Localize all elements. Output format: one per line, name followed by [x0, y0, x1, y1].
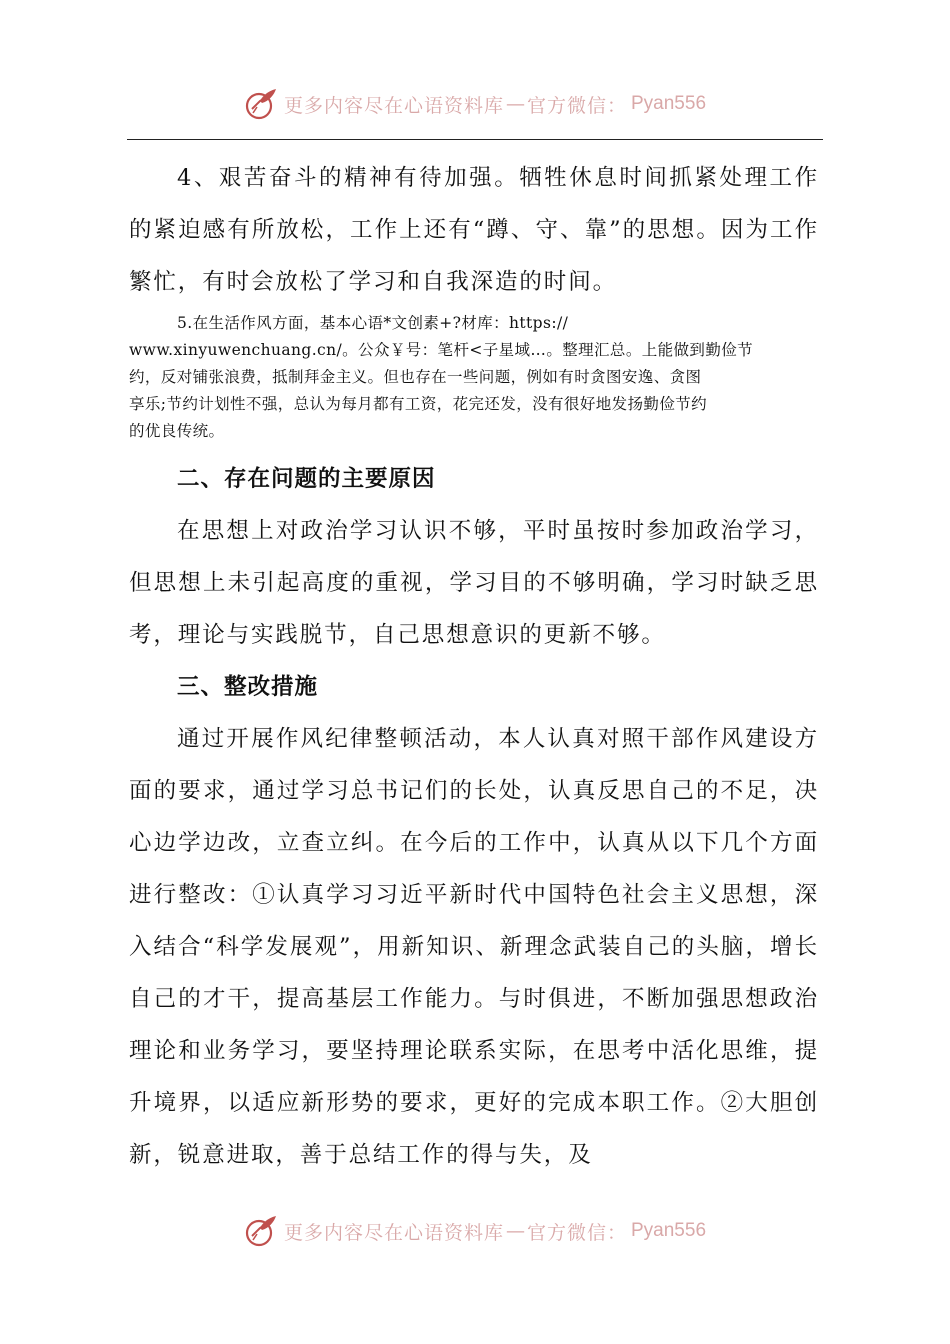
text-line: 享乐;节约计划性不强，总认为每月都有工资，花完还发，没有很好地发扬勤俭节约: [129, 395, 708, 413]
text-line: 的优良传统。: [129, 422, 225, 440]
header-rule: [127, 139, 823, 140]
quill-seal-logo-icon: [244, 1214, 278, 1248]
text-line: 但思想上未引起高度的重视，学习目的不够明确，学习时缺乏: [129, 570, 795, 596]
text-line: 头脑，增长自己的才干，提高基层工作能力。与时俱进，不断: [129, 934, 819, 1012]
text-line: 思考，理论与实践脱节，自己思想意识的更新不够。: [129, 570, 819, 648]
text-line: 加强思想政治理论和业务学习，要坚持理论联系实际，在思考: [129, 986, 819, 1064]
text-line: 想，深入结合“科学发展观”，用新知识、新理念武装自己的: [129, 882, 819, 960]
text-line: 4、艰苦奋斗的精神有待加强。牺牲休息时间抓紧处理工: [177, 165, 795, 191]
header-wechat-id: Pyan556: [631, 93, 707, 114]
text-line: 5.在生活作风方面，基本心语*文创素+?材库：https://: [177, 314, 569, 332]
paragraph-item-4: [129, 152, 819, 308]
text-line: 约，反对铺张浪费，抵制拜金主义。但也存在一些问题，例如有时贪图安逸、贪图: [129, 368, 702, 386]
footer-separator: —: [505, 1220, 525, 1242]
text-line: 中活化思维，提升境界，以适应新形势的要求，更好的完成本: [129, 1038, 819, 1116]
section-heading-measures: 三、整改措施: [177, 674, 319, 700]
header-separator: —: [505, 93, 525, 115]
header-brand: 更多内容尽在心语资料库: [283, 94, 504, 117]
text-line: 职工作。②大胆创新，锐意进取，善于总结工作的得与失，及: [129, 1090, 819, 1168]
footer-brand: 更多内容尽在心语资料库: [283, 1221, 504, 1244]
text-line: 通过开展作风纪律整顿活动，本人认真对照干部作风建设: [177, 726, 795, 752]
text-line: 决心边学边改，立查立纠。在今后的工作中，认真从以下几个: [129, 778, 819, 856]
paragraph-measures: [129, 713, 819, 1181]
text-line: 为工作繁忙，有时会放松了学习和自我深造的时间。: [129, 217, 819, 295]
text-line: 方面进行整改：①认真学习习近平新时代中国特色社会主义思: [129, 830, 819, 908]
section-heading-causes: 二、存在问题的主要原因: [177, 466, 436, 492]
paragraph-causes: [129, 505, 819, 661]
footer-wechat-id: Pyan556: [631, 1220, 707, 1241]
footer-wechat-label: 官方微信：: [526, 1221, 627, 1244]
quill-seal-logo-icon: [244, 87, 278, 121]
header-banner: [0, 84, 950, 124]
footer-banner: [0, 1211, 950, 1251]
text-line: 在思想上对政治学习认识不够，平时虽按时参加政治学习，: [177, 518, 819, 544]
header-wechat-label: 官方微信：: [526, 94, 627, 117]
text-line: 方面的要求，通过学习总书记们的长处，认真反思自己的不足，: [129, 726, 819, 804]
document-body: [129, 152, 819, 1181]
text-line: www.xinyuwenchuang.cn/。公众￥号：笔杆<子星域…。整理汇总。上能做到勤俭节: [129, 341, 754, 359]
text-line: 作的紧迫感有所放松，工作上还有“蹲、守、靠”的思想。因: [129, 165, 819, 243]
paragraph-item-5: [129, 310, 819, 445]
